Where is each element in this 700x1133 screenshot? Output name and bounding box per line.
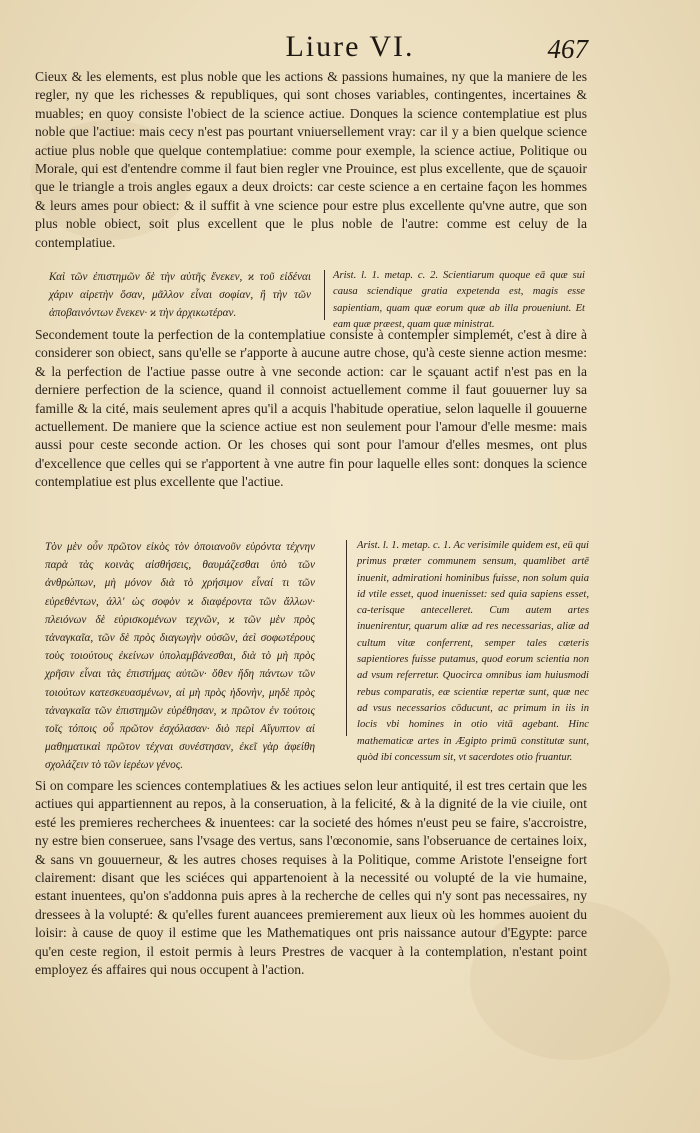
latin-citation: Arist. l. 1. metap. c. 1. Ac verisimile quidem est, eū qui primus præter communem sensum, quamlibet artē inuenit, admirationi hominibus fuisse, non solum quia id vtile esset, quod inuenisset: sed quia sapiens esset, ca-terisque antecelleret. Cum autem artes inuenirentur, quarum aliæ ad res necessarias, aliæ ad cultum vitæ conferrent, semper tales cæteris sapientiores fuisse putamus, quod eorum scientia non ad vsum referretur. Quocirca omnibus iam huiusmodi rebus comparatis, eæ scientiæ repertæ sunt, quæ nec ad vsus necessarios cōducunt, ac primum in iis in locis vbi homines in otio vitā agebant. Hinc mathematicæ artes in Ægipto primū constitutæ sunt, quòd ibi concessum sit, vt sacerdotes otio fruantur.	[357, 540, 589, 763]
body-paragraph-1: Cieux & les elements, est plus noble que les actions & passions humaines, ny que la maniere de les regler, ny que les richesses & republiques, qui sont choses variables, contingentes, incertaines & muables; en quoy consiste l'obiect de la science actiue. Donques la science contemplatiue est plus noble que l'actiue: mais cecy n'est pas pourtant vniuersellement vray: car il y a bien quelque science actiue plus noble que quelque contemplatiue: comme pour exemple, la science actiue, Politique ou Morale, qui est d'entendre comme il faut bien regler vne Prouince, est plus excellente, que de sçauoir que le triangle a trois angles egaux a deux droicts: car ceste science a en certaine façon les hommes & leurs ames pour obiect: & il suffit à vne science pour estre plus excellente qu'vne autre, que son plus noble obiect, soit plus excellent que le plus noble de l'autre: comme est celuy de la contemplatiue.	[35, 69, 587, 250]
greek-quotation: Τὸν μὲν οὖν πρῶτον εἰκὸς τὸν ὁποιανοῦν εὑρόντα τέχνην παρὰ τὰς κοινὰς αἰσθήσεις, θαυμάζεσθαι ὑπὸ τῶν ἀνθρώπων, μὴ μόνον διὰ τὸ χρήσιμον εἶναί τι τῶν εὑρεθέντων, ἀλλ' ὡς σοφὸν ϰ διαφέροντα τῶν ἄλλων· πλειόνων δὲ εὑρισκομένων τεχνῶν, ϰ τῶν μὲν πρὸς τἀναγκαῖα, τῶν δὲ πρὸς διαγωγὴν οὐσῶν, ἀεὶ σοφωτέρους τοὺς τοιούτους ἐκείνων ὑπολαμβάνεσθαι, διὰ τὸ μὴ πρὸς χρῆσιν εἶναι τὰς ἐπιστήμας αὐτῶν· ὅθεν ἤδη πάντων τῶν τοιούτων κατεσκευασμένων, αἱ μὴ πρὸς ἡδονὴν, μηδὲ πρὸς τἀναγκαῖα τῶν ἐπιστημῶν εὑρέθησαν, ϰ πρῶτον ἐν τούτοις τοῖς τόποις οὗ πρῶτον ἐσχόλασαν· διὸ περὶ Αἴγυπτον αἱ μαθηματικαὶ πρῶτον τέχναι συνέστησαν, ἐκεῖ γὰρ ἀφείθη σχολάζειν τὸ τῶν ἱερέων γένος.	[45, 541, 315, 772]
column-divider	[324, 270, 325, 320]
body-paragraph-3: Si on compare les sciences contemplatiues & les actiues selon leur antiquité, il est tres certain que les actiues qui appartiennent au repos, à la conseruation, à la felicité, & à la dignité de la vie ciuile, ont esté les premieres recherchees & inuentees: car la societé des hómes n'eust peu se faire, s'accroistre, ny estre bien conseruee, sans l'vsage des vertus, sans l'œconomie, sans l'obseruance de certaines loix, & sans vn gouuerneur, & les autres choses requises à la Politique, comme Aristote l'enseigne fort clairement: disant que les sciéces qui appartenoient à la necessité ou volupté de la vie humaine, estant inuentees, qu'on s'addonna puis apres à la recherche de celles qui n'y sont pas necessaires, ny dressees à la volupté: & qu'elles furent auancees premierement aux lieux où les hommes auoient du loisir: à cause de quoy il estime que les Mathematiques ont pris naissance autour d'Egypte: parce qu'en ceste region, il estoit permis à leurs Prestres de vacquer à la contemplation, n'estant point employez és affaires qui nous occupent à l'action.	[35, 778, 587, 978]
page-number: 467	[547, 34, 588, 64]
quotation-block-2	[35, 538, 587, 770]
running-head: Liure VI.	[285, 30, 415, 63]
column-divider	[346, 540, 347, 736]
latin-citation: Arist. l. 1. metap. c. 2. Scientiarum quoque eā quæ sui causa sciendique gratia expetenda est, magis esse sapientiam, quam quæ eorum quæ ab illa proueniunt. Et eam quæ præest, quam quæ ministrat.	[333, 270, 585, 330]
body-paragraph-2: Secondement toute la perfection de la contemplatiue consiste à contempler simplemét, c'est à dire à considerer son obiect, sans qu'elle se r'apporte à aucune autre chose, qu'à ceste sienne action mesme: & la perfection de l'actiue passe outre à vne seconde action: car le sçauant actif n'est pas en la derniere perfection de la science, quand il connoist actuellement comme il faut gouuerner luy sa famille & la cité, mais seulement apres qu'il a acquis l'habitude operatiue, selon laquelle il gouuerne actuellement. De maniere que la science actiue est non seulement pour l'amour d'elle mesme: mais aussi pour ceste seconde action. Or les choses qui sont pour l'amour d'elles mesmes, ont plus d'excellence que celles qui se r'apportent à vne autre fin pour laquelle elles sont: donques la science contemplatiue est plus excellente que l'actiue.	[35, 327, 587, 490]
quotation-block-1	[35, 268, 587, 330]
page-header	[0, 28, 700, 68]
greek-quotation: Καὶ τῶν ἐπιστημῶν δὲ τὴν αὑτῆς ἕνεκεν, ϰ τοῦ εἰδέναι χάριν αἱρετὴν ὅσαν, μᾶλλον εἶναι σοφίαν, ἢ τὴν τῶν ἀποβαινόντων ἕνεκεν· ϰ τὴν ἀρχικωτέραν.	[49, 271, 311, 320]
